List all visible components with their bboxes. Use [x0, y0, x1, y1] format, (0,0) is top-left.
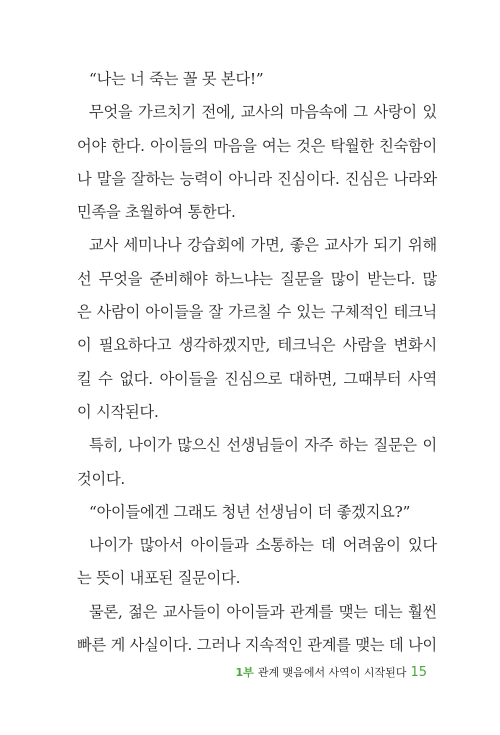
- text-line: 무엇을 가르치기 전에, 교사의 마음속에 그 사랑이 있: [89, 103, 437, 122]
- text-line: 물론, 젊은 교사들이 아이들과 관계를 맺는 데는 훨씬: [89, 602, 437, 621]
- text-line: 것이다.: [77, 469, 126, 488]
- page-number: 15: [410, 665, 427, 680]
- text-line: 는 뜻이 내포된 질문이다.: [77, 569, 241, 588]
- text-line: 나이가 많아서 아이들과 소통하는 데 어려움이 있다: [89, 536, 437, 555]
- running-footer: [236, 664, 427, 680]
- body-text: [77, 63, 437, 662]
- text-line: 민족을 초월하여 통한다.: [77, 203, 236, 222]
- text-line: 나 말을 잘하는 능력이 아니라 진심이다. 진심은 나라와: [77, 169, 437, 188]
- part-label: 1부: [235, 666, 254, 679]
- text-line: 빠른 게 사실이다. 그러나 지속적인 관계를 맺는 데 나이: [77, 636, 438, 655]
- text-line: 교사 세미나나 강습회에 가면, 좋은 교사가 되기 위해: [89, 236, 437, 255]
- text-line: 킬 수 없다. 아이들을 진심으로 대하면, 그때부터 사역: [77, 369, 437, 388]
- text-line: 특히, 나이가 많으신 선생님들이 자주 하는 질문은 이: [89, 436, 437, 455]
- text-line: 이 시작된다.: [77, 402, 159, 421]
- text-line: 이 필요하다고 생각하겠지만, 테크닉은 사람을 변화시: [77, 336, 437, 355]
- text-line: 어야 한다. 아이들의 마음을 여는 것은 탁월한 친숙함이: [77, 136, 437, 155]
- text-line: “나는 너 죽는 꼴 못 본다!”: [89, 70, 264, 88]
- text-line: “아이들에겐 그래도 청년 선생님이 더 좋겠지요?”: [89, 502, 411, 521]
- text-line: 선 무엇을 준비해야 하느냐는 질문을 많이 받는다. 많: [77, 269, 437, 288]
- text-line: 은 사람이 아이들을 잘 가르칠 수 있는 구체적인 테크닉: [77, 303, 437, 322]
- chapter-title: 관계 맺음에서 사역이 시작된다: [257, 666, 407, 679]
